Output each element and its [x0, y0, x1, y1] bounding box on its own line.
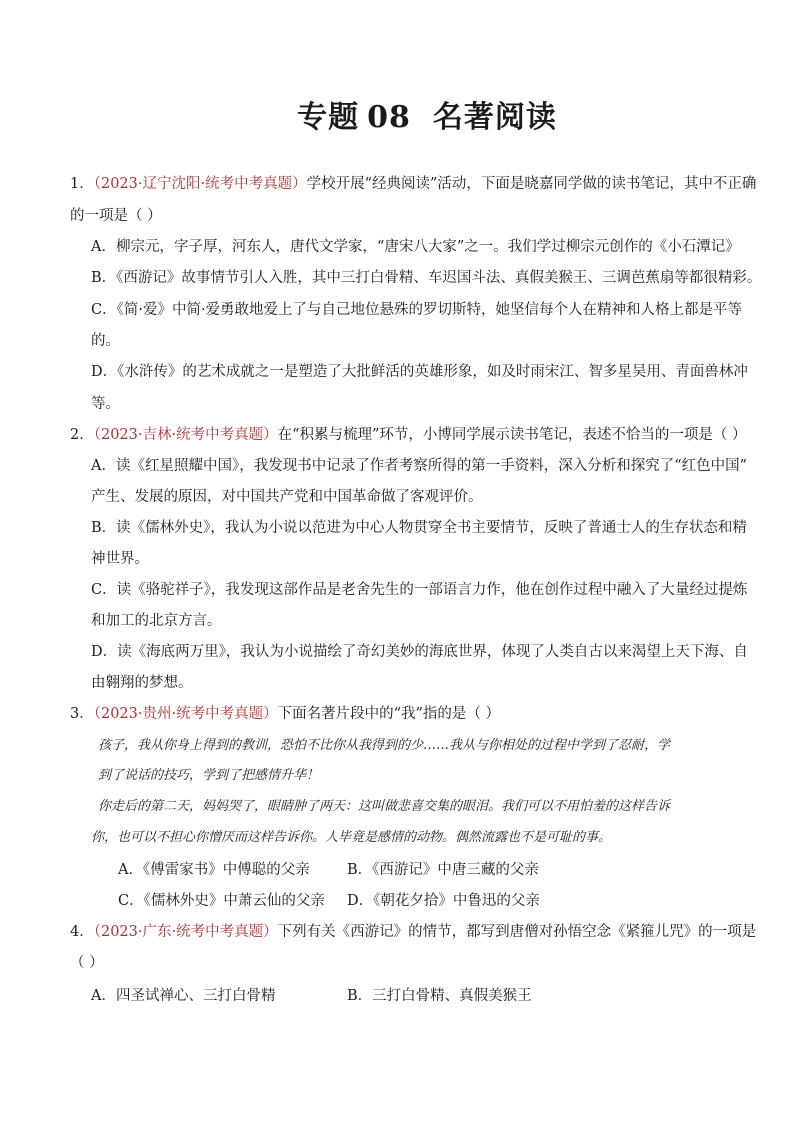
q3-passage-line2: 到了说话的技巧，学到了把感情升华！ — [98, 768, 320, 783]
q4-stem — [70, 922, 756, 942]
question-number: 3． — [70, 706, 94, 722]
question-number: 2． — [70, 427, 94, 443]
q2-stem — [70, 425, 747, 445]
question-source: （2023·吉林·统考中考真题） — [93, 427, 278, 443]
question-source: （2023·贵州·统考中考真题） — [93, 706, 278, 722]
question-source: （2023·辽宁沈阳·统考中考真题） — [93, 176, 307, 192]
question-number: 1． — [70, 176, 94, 192]
q3-passage-line4: 你，也可以不担心你憎厌而这样告诉你。人毕竟是感情的动物。偶然流露也不是可耻的事。 — [91, 830, 612, 845]
title-part2: 名著阅读 — [432, 100, 557, 135]
q2-option-c-line1: C．读《骆驼祥子》，我发现这部作品是老舍先生的一部语言力作，他在创作过程中融入了大量经过提炼 — [91, 582, 748, 598]
q2-option-a-line2: 产生、发展的原因，对中国共产党和中国革命做了客观评价。 — [91, 489, 483, 505]
q4-option-b: B．三打白骨精、真假美猴王 — [347, 988, 532, 1004]
q3-option-c: C．《儒林外史》中萧云仙的父亲 — [118, 893, 325, 909]
q1-option-d-line2: 等。 — [91, 396, 120, 412]
q1-option-d-line1: D．《水浒传》的艺术成就之一是塑造了大批鲜活的英雄形象，如及时雨宋江、智多星吴用、青面兽林冲 — [91, 364, 748, 380]
title-part1: 专题 — [297, 100, 360, 135]
q3-option-a: A．《傅雷家书》中傅聪的父亲 — [118, 862, 310, 878]
q1-option-c-line2: 的。 — [91, 333, 120, 349]
q1-option-a: A．柳宗元，字子厚，河东人，唐代文学家，“唐宋八大家”之一。我们学过柳宗元创作的《小石潭记》 — [91, 239, 740, 255]
q1-stem-line1 — [70, 174, 756, 194]
q3-passage-line3: 你走后的第二天，妈妈哭了，眼睛肿了两天：这叫做悲喜交集的眼泪。我们可以不用怕羞的这样告诉 — [98, 799, 671, 814]
q3-option-b: B．《西游记》中唐三藏的父亲 — [347, 862, 539, 878]
q4-option-a: A．四圣试禅心、三打白骨精 — [91, 988, 276, 1004]
q1-option-c-line1: C．《简·爱》中简·爱勇敢地爱上了与自己地位悬殊的罗切斯特，她坚信每个人在精神和人格上都是平等 — [91, 302, 743, 318]
q2-option-a-line1: A．读《红星照耀中国》，我发现书中记录了作者考察所得的第一手资料，深入分析和探究了“红色中国” — [91, 458, 748, 474]
question-stem: 学校开展“经典阅读”活动，下面是晓嘉同学做的读书笔记，其中不正确 — [306, 176, 757, 192]
q1-stem-line2: 的一项是（ ） — [70, 208, 162, 224]
q2-option-b-line1: B．读《儒林外史》，我认为小说以范进为中心人物贯穿全书主要情节，反映了普通士人的生存状态和精 — [91, 520, 747, 536]
question-source: （2023·广东·统考中考真题） — [93, 924, 278, 940]
page-title — [0, 92, 794, 136]
q2-option-b-line2: 神世界。 — [91, 551, 149, 567]
q3-option-d: D．《朝花夕拾》中鲁迅的父亲 — [347, 893, 540, 909]
question-number: 4． — [70, 924, 94, 940]
q3-stem — [70, 704, 500, 724]
q2-option-d-line2: 由翱翔的梦想。 — [91, 675, 193, 691]
q2-option-c-line2: 和加工的北京方言。 — [91, 613, 222, 629]
question-stem: 下面名著片段中的“我”指的是（ ） — [277, 706, 501, 722]
q1-option-b: B．《西游记》故事情节引人入胜，其中三打白骨精、车迟国斗法、真假美猴王、三调芭蕉扇等都很精彩。 — [91, 270, 762, 286]
q4-answer-paren: （ ） — [70, 955, 104, 971]
question-stem: 下列有关《西游记》的情节，都写到唐僧对孙悟空念《紧箍儿咒》的一项是 — [277, 924, 757, 940]
title-number: 08 — [367, 100, 411, 135]
q3-passage-line1: 孩子，我从你身上得到的教训，恐怕不比你从我得到的少……我从与你相处的过程中学到了忍耐，学 — [98, 738, 671, 753]
question-stem: 在“积累与梳理”环节，小博同学展示读书笔记，表述不恰当的一项是（ ） — [277, 427, 747, 443]
q2-option-d-line1: D．读《海底两万里》，我认为小说描绘了奇幻美妙的海底世界，体现了人类自古以来渴望上天下海、自 — [91, 644, 748, 660]
